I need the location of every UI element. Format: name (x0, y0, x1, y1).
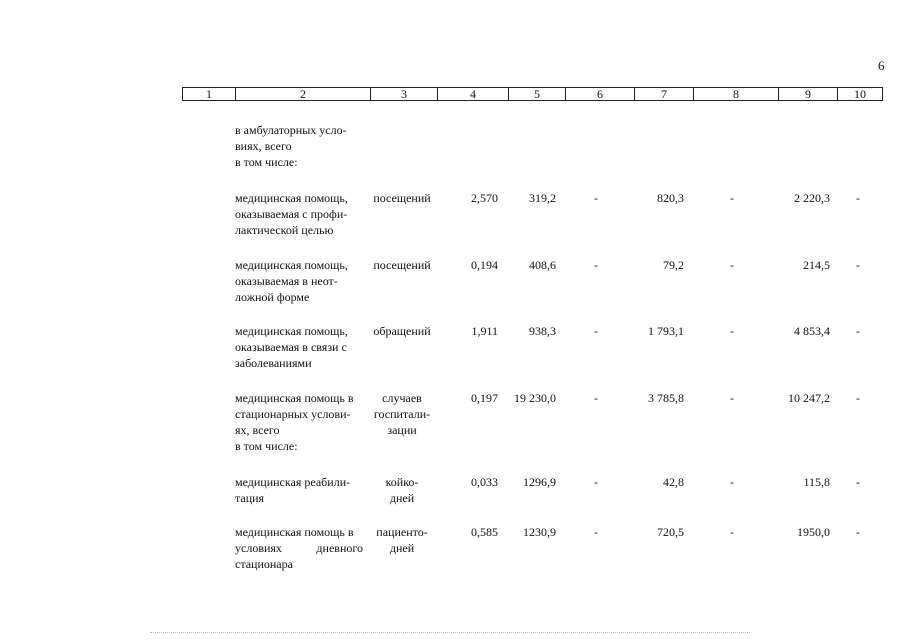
cell-col-4: 0,033 (471, 475, 498, 489)
cell-col-10: - (856, 391, 860, 405)
unit-line: обращений (373, 324, 431, 338)
cell-col-4: 1,911 (471, 324, 498, 338)
unit-line: посещений (373, 258, 431, 272)
unit-line: случаев (382, 391, 422, 405)
cell-col-5: 319,2 (529, 191, 556, 205)
cell-col-7: 79,2 (663, 258, 684, 272)
description-line: оказываемая в связи с (235, 340, 347, 354)
unit-line: госпитали- (373, 407, 431, 421)
cell-col-4: 0,197 (471, 391, 498, 405)
description-line: оказываемая в неот- (235, 274, 338, 288)
header-col-10: 10 (838, 88, 883, 101)
row-description (235, 474, 363, 506)
unit-line: дней (389, 541, 415, 555)
scan-artifact-line (150, 632, 750, 634)
cell-col-7: 820,3 (657, 191, 684, 205)
header-col-3: 3 (371, 88, 438, 101)
cell-col-8: - (730, 191, 734, 205)
description-line: тация (235, 491, 265, 505)
description-line: медицинская помощь, (235, 324, 348, 338)
description-line: оказываемая с профи- (235, 207, 348, 221)
intro-line: в амбулаторных усло- (235, 123, 347, 137)
cell-col-6: - (594, 525, 598, 539)
header-col-6: 6 (566, 88, 635, 101)
row-unit (366, 190, 438, 206)
intro-line: виях, всего (235, 139, 292, 153)
description-line: условиях дневного (235, 541, 363, 555)
cell-col-6: - (594, 258, 598, 272)
row-description (235, 323, 363, 371)
cell-col-8: - (730, 258, 734, 272)
cell-col-7: 3 785,8 (648, 391, 684, 405)
cell-col-10: - (856, 258, 860, 272)
cell-col-9: 2 220,3 (794, 191, 830, 205)
cell-col-9: 115,8 (803, 475, 830, 489)
header-col-8: 8 (694, 88, 779, 101)
cell-col-5: 1296,9 (523, 475, 556, 489)
intro-line: в том числе: (235, 155, 298, 169)
column-number-header (182, 87, 883, 101)
description-line: ях, всего (235, 423, 280, 437)
cell-col-9: 214,5 (803, 258, 830, 272)
row-description (235, 524, 363, 572)
cell-col-10: - (856, 191, 860, 205)
unit-line: койко- (385, 475, 419, 489)
cell-col-8: - (730, 324, 734, 338)
unit-line: пациенто- (376, 525, 428, 539)
cell-col-4: 0,194 (471, 258, 498, 272)
row-unit (366, 257, 438, 273)
header-col-1: 1 (183, 88, 236, 101)
description-line: ложной форме (235, 290, 310, 304)
cell-col-5: 1230,9 (523, 525, 556, 539)
description-line: в том числе: (235, 439, 298, 453)
page-number: 6 (878, 58, 885, 73)
description-line: медицинская помощь, (235, 258, 348, 272)
cell-col-5: 938,3 (529, 324, 556, 338)
intro-description (235, 122, 363, 170)
row-unit (366, 524, 438, 556)
cell-col-8: - (730, 525, 734, 539)
cell-col-9: 10 247,2 (788, 391, 830, 405)
cell-col-6: - (594, 475, 598, 489)
unit-line: посещений (373, 191, 431, 205)
cell-col-7: 720,5 (657, 525, 684, 539)
cell-col-4: 2,570 (471, 191, 498, 205)
header-col-5: 5 (509, 88, 566, 101)
cell-col-7: 42,8 (663, 475, 684, 489)
cell-col-10: - (856, 324, 860, 338)
description-line: медицинская реабили- (235, 475, 351, 489)
row-description (235, 190, 363, 238)
cell-col-9: 4 853,4 (794, 324, 830, 338)
row-unit (366, 323, 438, 339)
row-description (235, 257, 363, 305)
description-line: медицинская помощь в (235, 525, 354, 539)
cell-col-6: - (594, 191, 598, 205)
header-col-7: 7 (635, 88, 694, 101)
header-col-9: 9 (779, 88, 838, 101)
description-line: стационара (235, 557, 293, 571)
header-row (183, 88, 883, 101)
unit-line: зации (387, 423, 417, 437)
cell-col-5: 19 230,0 (514, 391, 556, 405)
cell-col-8: - (730, 475, 734, 489)
row-unit (366, 474, 438, 506)
header-col-4: 4 (438, 88, 509, 101)
cell-col-6: - (594, 324, 598, 338)
cell-col-10: - (856, 525, 860, 539)
description-line: заболеваниями (235, 356, 312, 370)
cell-col-7: 1 793,1 (648, 324, 684, 338)
cell-col-4: 0,585 (471, 525, 498, 539)
description-line: медицинская помощь, (235, 191, 348, 205)
cell-col-6: - (594, 391, 598, 405)
description-line: стационарных услови- (235, 407, 351, 421)
unit-line: дней (389, 491, 415, 505)
row-unit (366, 390, 438, 438)
cell-col-9: 1950,0 (797, 525, 830, 539)
cell-col-8: - (730, 391, 734, 405)
description-line: лактической целью (235, 223, 334, 237)
cell-col-10: - (856, 475, 860, 489)
row-description (235, 390, 363, 454)
header-col-2: 2 (236, 88, 371, 101)
cell-col-5: 408,6 (529, 258, 556, 272)
description-line: медицинская помощь в (235, 391, 354, 405)
